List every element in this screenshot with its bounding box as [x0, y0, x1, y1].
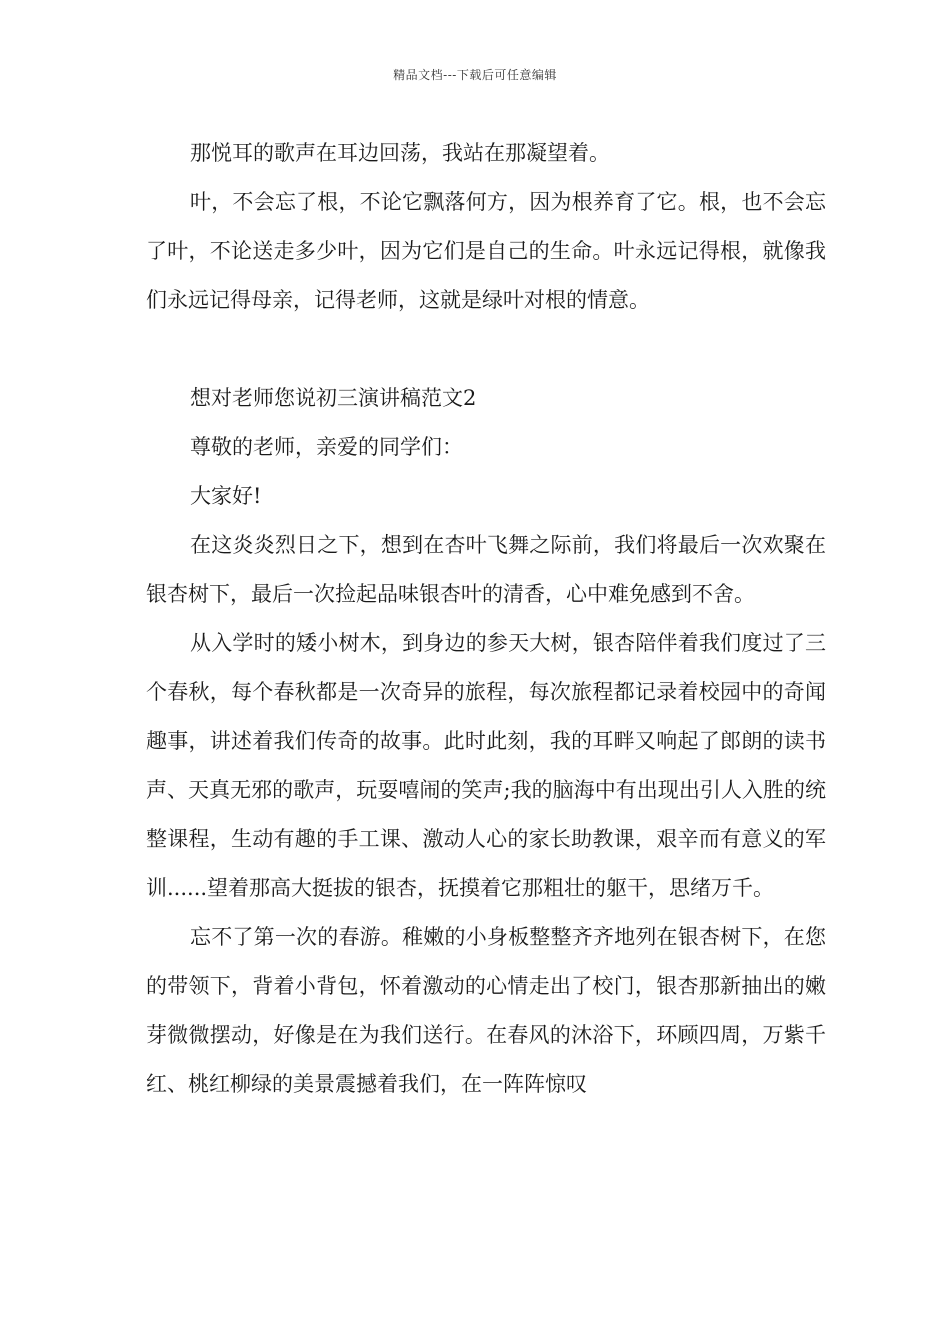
salutation: 尊敬的老师，亲爱的同学们： [190, 435, 463, 459]
paragraph: 从入学时的矮小树木，到身边的参天大树，银杏陪伴着我们度过了三个春秋，每个春秋都是一次奇异的旅程，每次旅程都记录着校园中的奇闻趣事，讲述着我们传奇的故事。此时此刻，我的耳畔又响起了郎朗的读书声、天真无邪的歌声，玩耍嘻闹的笑声;我的脑海中有出现出引人入胜的统整课程，生动有趣的手工课、激动人心的家长助教课，艰辛而有意义的军训......望着那高大挺拔的银杏，抚摸着它那粗壮的躯干，思绪万千。 [146, 631, 826, 900]
paragraph: 那悦耳的歌声在耳边回荡，我站在那凝望着。 [190, 141, 610, 165]
paragraph: 在这炎炎烈日之下，想到在杏叶飞舞之际前，我们将最后一次欢聚在银杏树下，最后一次捡起品味银杏叶的清香，心中难免感到不舍。 [146, 533, 826, 606]
greeting: 大家好! [190, 484, 262, 508]
paragraph: 叶，不会忘了根，不论它飘落何方，因为根养育了它。根，也不会忘了叶，不论送走多少叶，因为它们是自己的生命。叶永远记得根，就像我们永远记得母亲，记得老师，这就是绿叶对根的情意。 [146, 190, 826, 312]
document-body [146, 129, 826, 1109]
section-title: 想对老师您说初三演讲稿范文2 [190, 386, 477, 410]
paragraph: 忘不了第一次的春游。稚嫩的小身板整整齐齐地列在银杏树下，在您的带领下，背着小背包，怀着激动的心情走出了校门，银杏那新抽出的嫩芽微微摆动，好像是在为我们送行。在春风的沐浴下，环顾四周，万紫千红、桃红柳绿的美景震撼着我们，在一阵阵惊叹 [146, 925, 826, 1096]
page-header: 精品文档---下载后可任意编辑 [393, 68, 557, 82]
